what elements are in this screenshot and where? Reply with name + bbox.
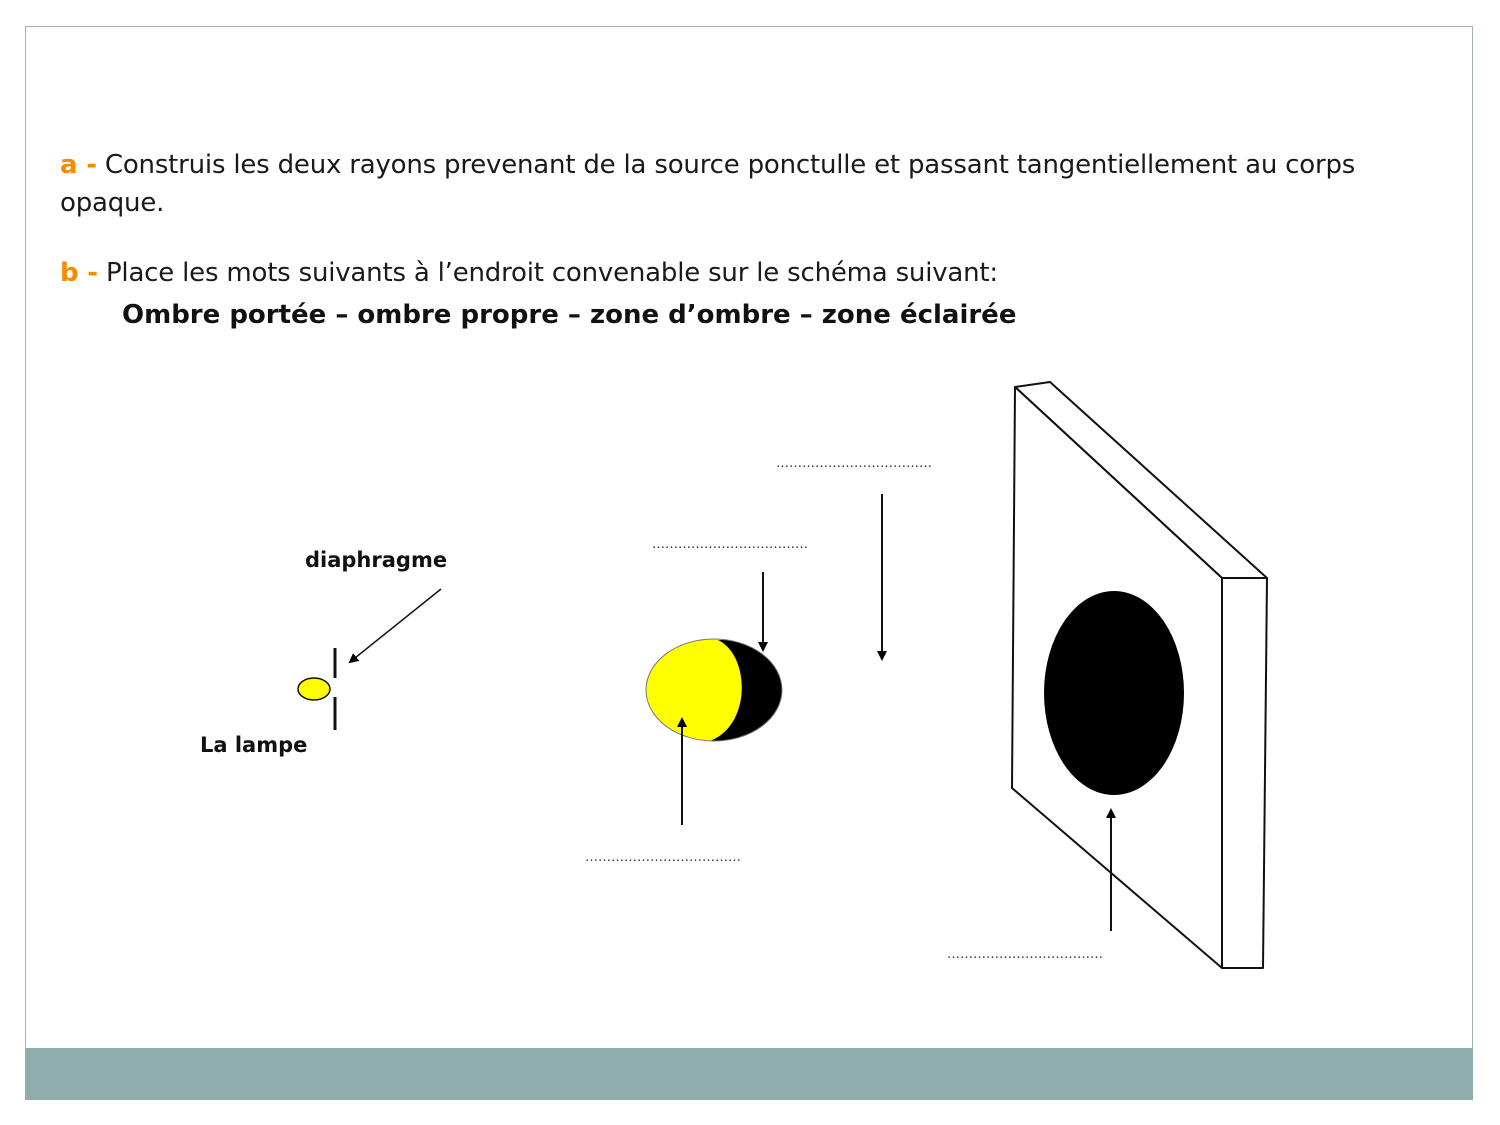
blank-line-bottom-right: ……………………………… [947,947,1103,962]
opaque-body [646,639,800,741]
instruction-b-text: Place les mots suivants à l’endroit convenable sur le schéma suivant: [105,258,998,288]
diaphragme-arrow [350,589,441,662]
blank-line-top: ……………………………… [776,456,932,471]
lamp-label: La lampe [200,733,308,757]
diaphragme-label: diaphragme [305,548,448,572]
instruction-a-text: Construis les deux rayons prevenant de la source ponctulle et passant tangentiellement au corps opaque. [60,150,1356,218]
instruction-a-marker: a - [60,150,97,180]
lamp-shape [298,678,330,700]
instruction-b-marker: b - [60,258,98,288]
blank-line-lower: ……………………………… [585,850,741,865]
word-list: Ombre portée – ombre propre – zone d’ombre – zone éclairée [122,300,1017,330]
blank-line-upper-middle: ……………………………… [652,537,808,552]
cast-shadow-shape [1044,591,1184,795]
